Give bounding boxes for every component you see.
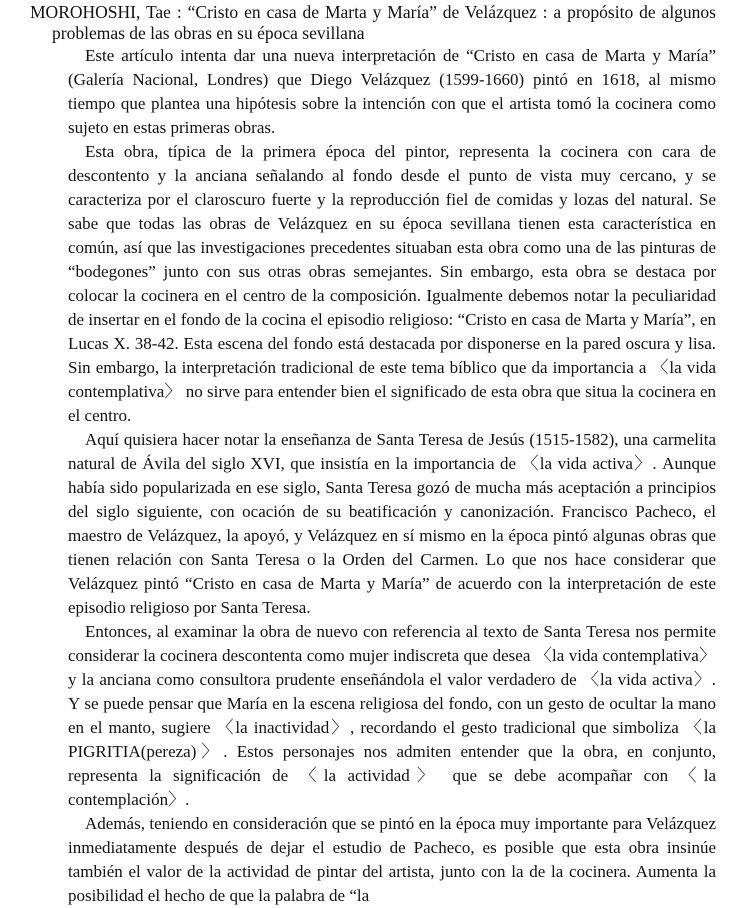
article-heading: MOROHOSHI, Tae : “Cristo en casa de Marta y María” de Velázquez : a propósito de algunos problemas de las obras en su época sevillana [30, 2, 716, 43]
article-page [30, 2, 716, 908]
body-paragraph: Entonces, al examinar la obra de nuevo con referencia al texto de Santa Teresa nos permite considerar la cocinera descontenta como mujer indiscreta que desea 〈la vida contemplativa〉 y la anciana como consultora prudente enseñándola el valor verdadero de 〈la vida activa〉. Y se puede pensar que María en la escena religiosa del fondo, con un gesto de ocultar la mano en el manto, sugiere 〈la inactividad〉, recordando el gesto tradicional que simboliza 〈la PIGRITIA(pereza)〉. Estos personajes nos admiten entender que la obra, en conjunto, representa la significación de 〈la actividad〉 que se debe acompañar con 〈la contemplación〉. [68, 622, 716, 809]
article-body [68, 44, 716, 908]
body-paragraph: Además, teniendo en consideración que se pintó en la época muy importante para Velázquez inmediatamente después de dejar el estudio de Pacheco, es posible que esta obra insinúe también el valor de la actividad de pintar del artista, junto con la de la cocinera. Aumenta la posibilidad el hecho de que la palabra de “la [68, 814, 716, 905]
body-paragraph: Esta obra, típica de la primera época del pintor, representa la cocinera con cara de descontento y la anciana señalando al fondo desde el punto de vista muy cercano, y se caracteriza por el claroscuro fuerte y la reproducción fiel de comidas y lozas del natural. Se sabe que todas las obras de Velázquez en su época sevillana tienen esta característica en común, así que las investigaciones precedentes situaban esta obra como una de las pinturas de “bodegones” junto con sus otras obras semejantes. Sin embargo, esta obra se destaca por colocar la cocinera en el centro de la composición. Igualmente debemos notar la peculiaridad de insertar en el fondo de la cocina el episodio religioso: “Cristo en casa de Marta y María”, en Lucas X. 38-42. Esta escena del fondo está destacada por disponerse en la pared oscura y lisa. Sin embargo, la interpretación tradicional de este tema bíblico que da importancia a 〈la vida contemplativa〉 no sirve para entender bien el significado de esta obra que situa la cocinera en el centro. [68, 142, 716, 425]
body-paragraph: Este artículo intenta dar una nueva interpretación de “Cristo en casa de Marta y María” (Galería Nacional, Londres) que Diego Velázquez (1599-1660) pintó en 1618, al mismo tiempo que plantea una hipótesis sobre la intención con que el artista tomó la cocinera como sujeto en estas primeras obras. [68, 46, 716, 137]
body-paragraph: Aquí quisiera hacer notar la enseñanza de Santa Teresa de Jesús (1515-1582), una carmelita natural de Ávila del siglo XVI, que insistía en la importancia de 〈la vida activa〉. Aunque había sido popularizada en ese siglo, Santa Teresa gozó de mucha más aceptación a principios del siglo siguiente, con ocación de su beatificación y canonización. Francisco Pacheco, el maestro de Velázquez, la apoyó, y Velázquez en sí mismo en la época pintó algunas obras que tienen relación con Santa Teresa o la Orden del Carmen. Lo que nos hace considerar que Velázquez pintó “Cristo en casa de Marta y María” de acuerdo con la interpretación de este episodio religioso por Santa Teresa. [68, 430, 716, 617]
